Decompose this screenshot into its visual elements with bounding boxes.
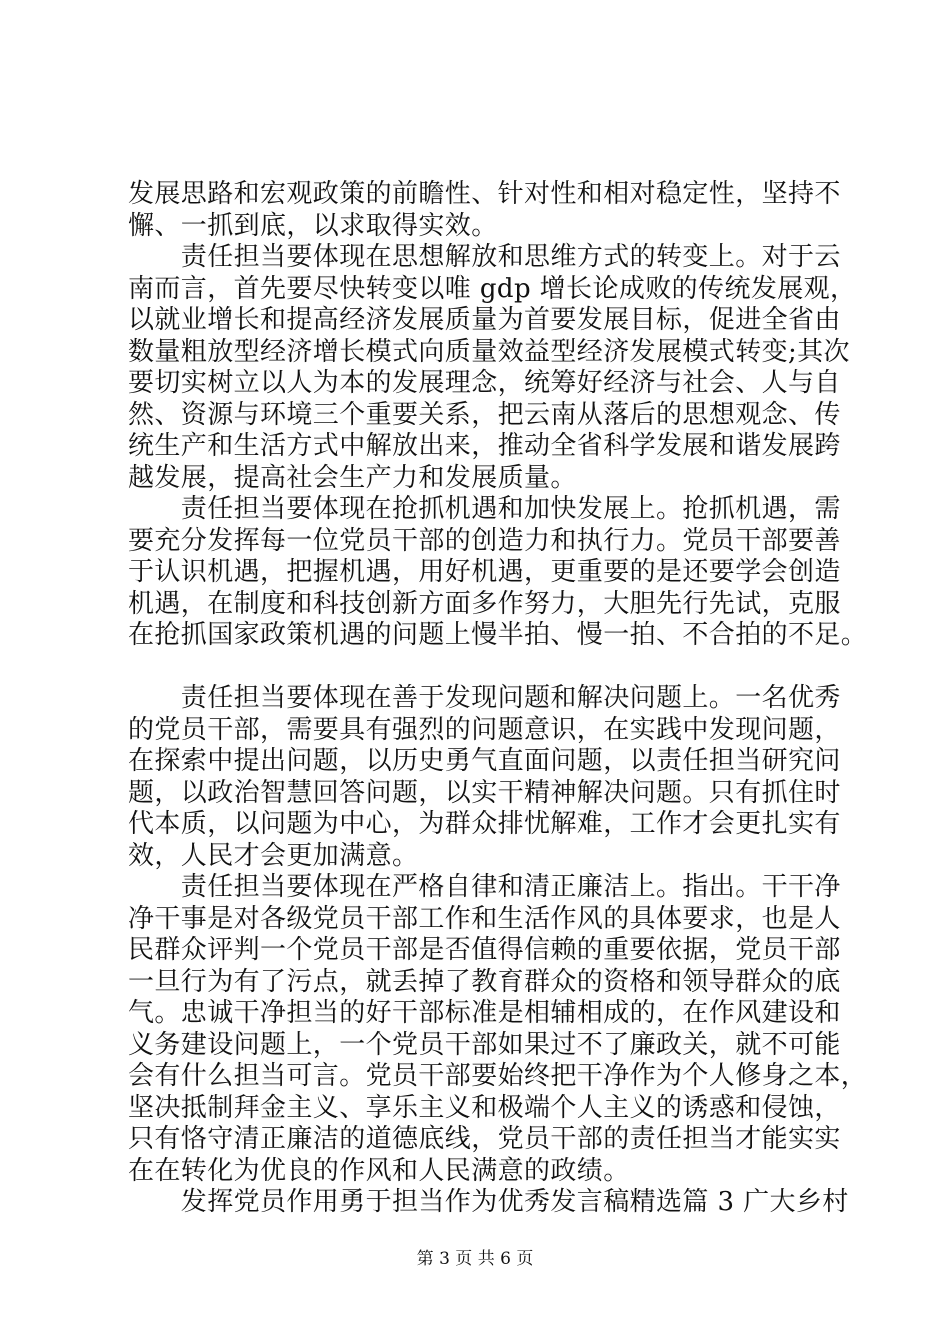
text-line: 在抢抓国家政策机遇的问题上慢半拍、慢一拍、不合拍的不足。 xyxy=(128,620,868,650)
text-line: 然、资源与环境三个重要关系，把云南从落后的思想观念、传 xyxy=(128,399,841,430)
text-line: 的党员干部，需要具有强烈的问题意识，在实践中发现问题， xyxy=(128,714,841,745)
text-line: 题，以政治智慧回答问题，以实干精神解决问题。只有抓住时 xyxy=(128,777,841,808)
text-line: 要切实树立以人为本的发展理念，统筹好经济与社会、人与自 xyxy=(128,368,841,398)
text-line: 于认识机遇，把握机遇，用好机遇，更重要的是还要学会创造 xyxy=(128,557,841,587)
text-line: 会有什么担当可言。党员干部要始终把干净作为个人修身之本， xyxy=(128,1061,868,1091)
text-line: 懈、一抓到底，以求取得实效。 xyxy=(128,210,498,241)
page-number-footer: 第 3 页 共 6 页 xyxy=(416,1249,534,1269)
paragraph-gap xyxy=(128,652,858,684)
text-line: 一旦行为有了污点，就丢掉了教育群众的资格和领导群众的底 xyxy=(128,966,841,997)
paragraph-start-line: 发挥党员作用勇于担当作为优秀发言稿精选篇 3 广大乡村 xyxy=(128,1187,849,1217)
text-line: 义务建设问题上，一个党员干部如果过不了廉政关，就不可能 xyxy=(128,1029,841,1060)
text-line: 代本质，以问题为中心，为群众排忧解难，工作才会更扎实有 xyxy=(128,809,841,839)
text-line: 坚决抵制拜金主义、享乐主义和极端个人主义的诱惑和侵蚀， xyxy=(128,1092,841,1123)
text-line: 发展思路和宏观政策的前瞻性、针对性和相对稳定性，坚持不 xyxy=(128,179,841,209)
paragraph-start-line: 责任担当要体现在严格自律和清正廉洁上。指出。干干净 xyxy=(128,872,841,902)
text-line: 南而言，首先要尽快转变以唯 gdp 增长论成败的传统发展观， xyxy=(128,273,857,304)
paragraph-start-line: 责任担当要体现在思想解放和思维方式的转变上。对于云 xyxy=(128,242,841,272)
text-line: 在探索中提出问题，以历史勇气直面问题，以责任担当研究问 xyxy=(128,746,841,776)
text-line: 机遇，在制度和科技创新方面多作努力，大胆先行先试，克服 xyxy=(128,588,841,619)
text-line: 统生产和生活方式中解放出来，推动全省科学发展和谐发展跨 xyxy=(128,431,841,461)
text-line: 要充分发挥每一位党员干部的创造力和执行力。党员干部要善 xyxy=(128,525,841,556)
text-line: 气。忠诚干净担当的好干部标准是相辅相成的，在作风建设和 xyxy=(128,998,841,1028)
paragraph-start-line: 责任担当要体现在抢抓机遇和加快发展上。抢抓机遇，需 xyxy=(128,494,841,524)
text-line: 在在转化为优良的作风和人民满意的政绩。 xyxy=(128,1155,630,1186)
text-line: 数量粗放型经济增长模式向质量效益型经济发展模式转变;其次 xyxy=(128,336,850,367)
document-body xyxy=(128,179,868,1219)
text-line: 净干事是对各级党员干部工作和生活作风的具体要求，也是人 xyxy=(128,903,841,934)
text-line: 越发展，提高社会生产力和发展质量。 xyxy=(128,462,577,493)
paragraph-start-line: 责任担当要体现在善于发现问题和解决问题上。一名优秀 xyxy=(128,683,841,713)
text-line: 以就业增长和提高经济发展质量为首要发展目标，促进全省由 xyxy=(128,305,841,335)
text-line: 效，人民才会更加满意。 xyxy=(128,840,419,871)
text-line: 只有恪守清正廉洁的道德底线，党员干部的责任担当才能实实 xyxy=(128,1124,841,1154)
text-line: 民群众评判一个党员干部是否值得信赖的重要依据，党员干部 xyxy=(128,935,841,965)
